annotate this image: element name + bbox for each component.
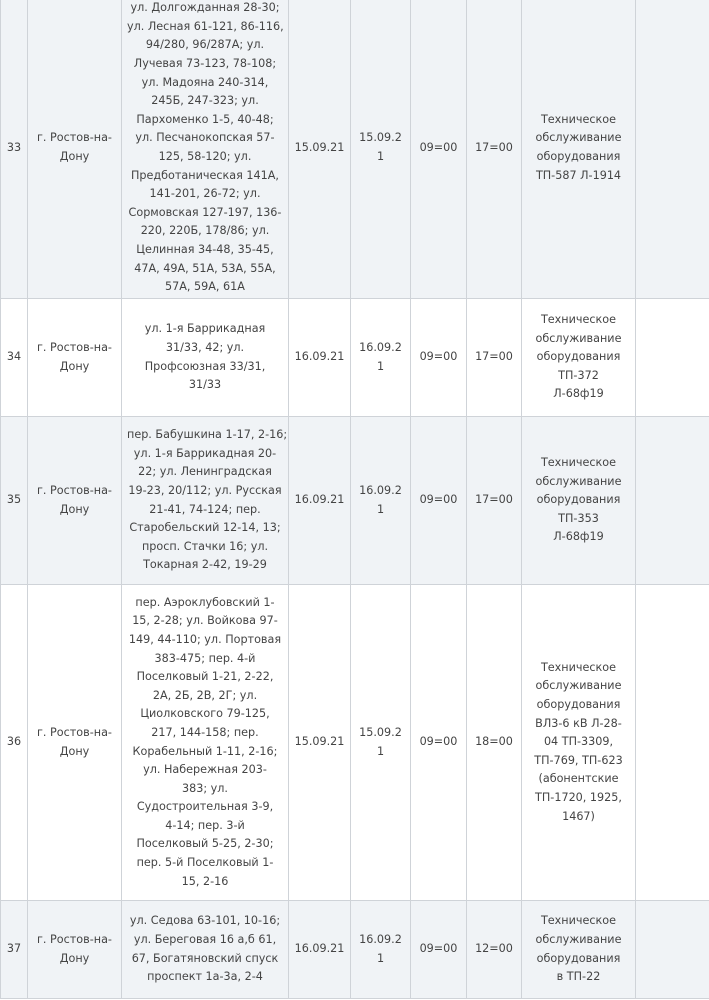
address-list [122, 417, 289, 585]
address-list-line: 15, 2-16 [181, 874, 229, 888]
address-list-line: Корабельный 1-11, 2-16; [132, 744, 278, 758]
start-time: 09=00 [411, 417, 467, 585]
address-list-line: ул. Лесная 61-121, 86-116, [127, 19, 284, 33]
start-date: 16.09.21 [289, 299, 351, 417]
address-list-line: просп. Стачки 16; ул. [141, 539, 269, 553]
address-list-line: 141-201, 26-72; ул. [149, 187, 261, 201]
city-cell [28, 299, 122, 417]
outage-reason [522, 0, 636, 299]
city-cell-line: г. Ростов-на- [37, 932, 112, 946]
outage-reason [522, 585, 636, 901]
address-list-line: Токарная 2-42, 19-29 [143, 558, 267, 572]
row-number: 37 [1, 901, 28, 999]
outage-reason-line: ТП-769, ТП-623 [534, 753, 623, 767]
end-date: 16.09.21 [351, 417, 411, 585]
outage-reason-line: обслуживание [535, 331, 622, 345]
address-list-line: 2А, 2Б, 2В, 2Г; ул. [152, 688, 258, 702]
outage-reason-line: ТП-587 Л-1914 [535, 168, 622, 182]
address-list-line: 47А, 49А, 51А, 53А, 55А, [134, 261, 276, 275]
row-number: 36 [1, 585, 28, 901]
city-cell [28, 0, 122, 299]
outage-reason-line: ТП-372 [558, 368, 599, 382]
table-row [1, 0, 709, 299]
outage-reason-line: Л-68ф19 [553, 387, 604, 401]
address-list-line: ул. Береговая 16 а,б 61, [133, 932, 277, 946]
address-list-line: ул. 1-я Баррикадная [144, 322, 266, 336]
address-list-line: Сормовская 127-197, 136- [128, 205, 282, 219]
start-date: 16.09.21 [289, 417, 351, 585]
address-list-line: ул. Долгожданная 28-30; [130, 1, 280, 15]
address-list-line: 4-14; пер. 3-й [165, 818, 245, 832]
address-list-line: 15, 2-28; ул. Войкова 97- [132, 614, 278, 628]
end-date: 16.09.21 [351, 299, 411, 417]
row-number: 33 [1, 0, 28, 299]
city-cell-line: Дону [59, 359, 90, 373]
address-list-line: 217, 144-158; пер. [151, 725, 259, 739]
address-list-line: Пархоменко 1-5, 40-48; [136, 112, 274, 126]
start-time: 09=00 [411, 299, 467, 417]
address-list-line: пер. Аэроклубовский 1- [135, 595, 275, 609]
city-cell-line: г. Ростов-на- [37, 725, 112, 739]
outage-reason-line: обслуживание [535, 932, 622, 946]
end-date: 16.09.21 [351, 901, 411, 999]
address-list-line: Старобельский 12-14, 13; [129, 521, 281, 535]
row-number: 35 [1, 417, 28, 585]
end-time: 17=00 [467, 417, 522, 585]
address-list-line: ул. 1-я Баррикадная 20- [133, 446, 277, 460]
address-list [122, 299, 289, 417]
start-time: 09=00 [411, 901, 467, 999]
outage-reason-line: 1467) [562, 809, 595, 823]
outage-reason-line: обслуживание [535, 474, 622, 488]
address-list-line: пер. 5-й Поселковый 1- [136, 856, 274, 870]
address-list-line: Судостроительная 3-9, [136, 800, 274, 814]
start-date: 16.09.21 [289, 901, 351, 999]
outage-reason-line: 04 ТП-3309, [543, 735, 614, 749]
city-cell-line: Дону [59, 502, 90, 516]
empty-cell [636, 417, 709, 585]
address-list-line: 67, Богатяновский спуск [131, 951, 279, 965]
end-time: 12=00 [467, 901, 522, 999]
outage-reason-line: Техническое [540, 313, 617, 327]
outage-reason-line: оборудования [536, 493, 621, 507]
address-list-line: 21-41, 74-124; пер. [149, 502, 261, 516]
outage-reason-line: Л-68ф19 [553, 530, 604, 544]
table-row [1, 417, 709, 585]
outage-reason-line: обслуживание [535, 131, 622, 145]
outage-reason-line: оборудования [536, 951, 621, 965]
outage-reason-line: ТП-1720, 1925, [535, 790, 622, 804]
address-list-line: 245Б, 247-323; ул. [151, 94, 259, 108]
outage-reason-line: обслуживание [535, 679, 622, 693]
end-time: 17=00 [467, 299, 522, 417]
outage-reason-line: Техническое [540, 914, 617, 928]
address-list-line: 19-23, 20/112; ул. Русская [128, 483, 282, 497]
empty-cell [636, 299, 709, 417]
city-cell-line: г. Ростов-на- [37, 340, 112, 354]
address-list-line: 22; ул. Ленинградская [138, 465, 272, 479]
table-row [1, 299, 709, 417]
address-list-line: Поселковый 5-25, 2-30; [136, 837, 274, 851]
address-list-line: 125, 58-120; ул. [158, 150, 252, 163]
end-date: 15.09.21 [351, 0, 411, 299]
address-list-line: ул. Набережная 203- [143, 763, 267, 777]
city-cell [28, 585, 122, 901]
outage-reason-line: ТП-353 [558, 511, 599, 525]
start-time: 09=00 [411, 0, 467, 299]
empty-cell [636, 0, 709, 299]
address-list-line: 383; ул. [181, 781, 228, 795]
start-date: 15.09.21 [289, 585, 351, 901]
empty-cell [636, 585, 709, 901]
outage-reason-line: (абонентские [538, 772, 619, 786]
end-date: 15.09.21 [351, 585, 411, 901]
table-row [1, 585, 709, 901]
address-list-line: 57А, 59А, 61А [165, 280, 245, 294]
end-time: 17=00 [467, 0, 522, 299]
city-cell [28, 901, 122, 999]
city-cell-line: г. Ростов-на- [37, 131, 112, 145]
address-list-line: 149, 44-110; ул. Портовая [128, 632, 282, 646]
address-list-line: 220, 220Б, 178/86; ул. [140, 224, 270, 238]
address-list-line: Профсоюзная 33/31, [144, 359, 266, 373]
outage-reason-line: ВЛ3-6 кВ Л-28- [535, 716, 622, 730]
outage-reason [522, 901, 636, 999]
address-list [122, 0, 289, 299]
outage-reason-line: Техническое [540, 112, 617, 126]
address-list [122, 901, 289, 999]
end-time: 18=00 [467, 585, 522, 901]
row-number: 34 [1, 299, 28, 417]
city-cell [28, 417, 122, 585]
address-list-line: Циолковского 79-125, [140, 707, 270, 721]
outage-reason-line: Техническое [540, 660, 617, 674]
address-list-line: ул. Песчанокопская 57- [135, 131, 275, 145]
city-cell-line: Дону [59, 150, 90, 163]
city-cell-line: Дону [59, 951, 90, 965]
table-body [1, 0, 709, 999]
address-list-line: Предботаническая 141А, [131, 168, 279, 182]
address-list [122, 585, 289, 901]
start-date: 15.09.21 [289, 0, 351, 299]
address-list-line: Целинная 34-48, 35-45, [136, 242, 274, 256]
address-list-line: 31/33 [188, 378, 222, 392]
outage-reason [522, 299, 636, 417]
city-cell-line: г. Ростов-на- [37, 483, 112, 497]
address-list-line: 31/33, 42; ул. [165, 340, 245, 354]
outage-reason-line: в ТП-22 [556, 970, 601, 984]
address-list-line: пер. Бабушкина 1-17, 2-16; [127, 428, 288, 442]
address-list-line: Лучевая 73-123, 78-108; [133, 57, 277, 71]
address-list-line: Поселковый 1-21, 2-22, [136, 670, 274, 684]
outage-reason-line: Техническое [540, 456, 617, 470]
table-row [1, 901, 709, 999]
outage-reason-line: оборудования [536, 698, 621, 712]
address-list-line: 94/280, 96/287А; ул. [145, 38, 265, 52]
outage-reason [522, 417, 636, 585]
address-list-line: проспект 1а-3а, 2-4 [147, 970, 263, 984]
address-list-line: 383-475; пер. 4-й [154, 651, 256, 665]
address-list-line: ул. Мадояна 240-314, [141, 75, 269, 89]
city-cell-line: Дону [59, 744, 90, 758]
address-list-line: ул. Седова 63-101, 10-16; [129, 914, 281, 928]
empty-cell [636, 901, 709, 999]
outage-reason-line: оборудования [536, 150, 621, 163]
start-time: 09=00 [411, 585, 467, 901]
outage-reason-line: оборудования [536, 350, 621, 364]
